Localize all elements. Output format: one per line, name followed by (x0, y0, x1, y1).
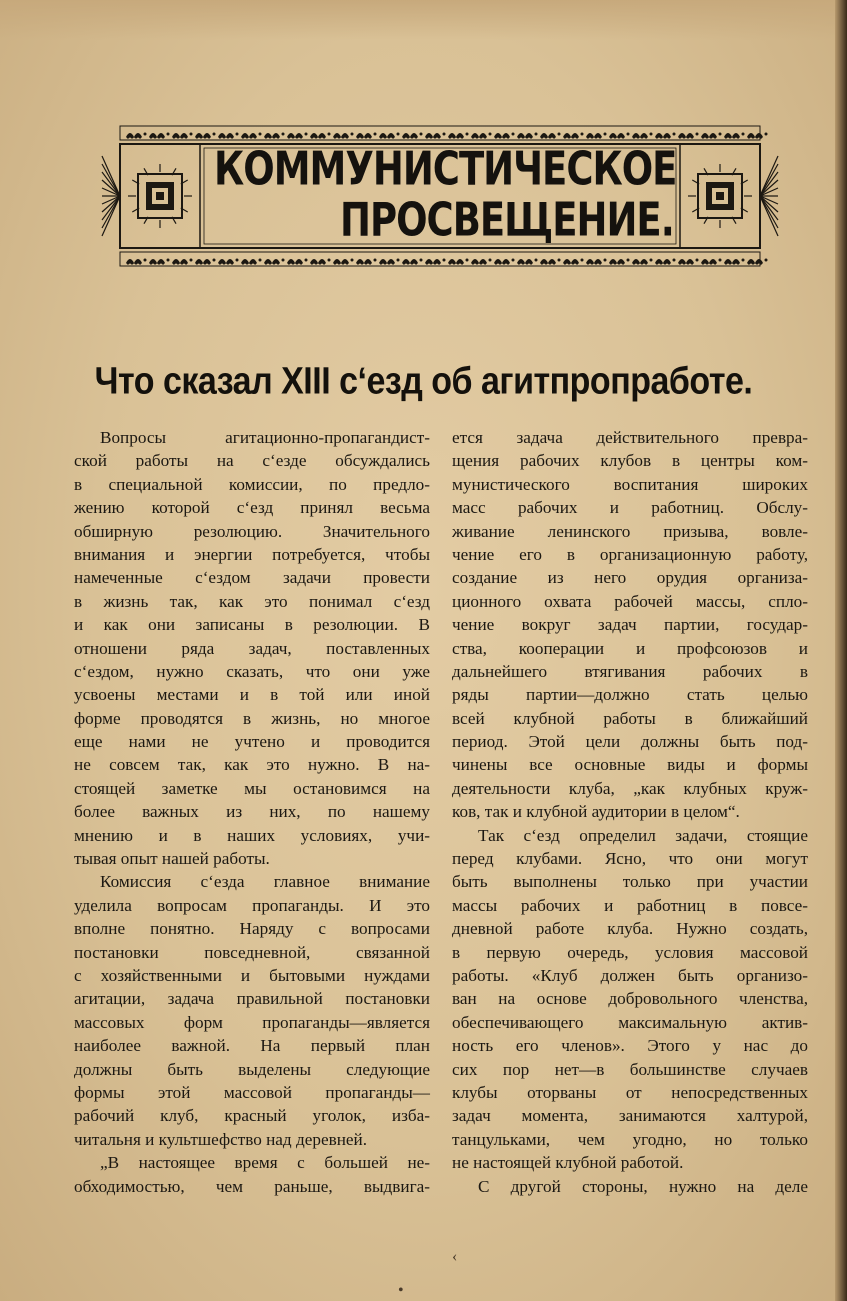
ornament-dot (305, 259, 308, 262)
text-line: ков, так и клубной аудитории в целом“. (452, 802, 740, 822)
ornament-motif (402, 133, 418, 139)
text-line: дальнейшего втягивания рабочих в (452, 661, 808, 681)
ornament-motif (149, 259, 165, 265)
text-line: ства, кооперации и профсоюзов и (452, 638, 808, 658)
ornament-dot (374, 259, 377, 262)
ornament-motif (563, 259, 579, 265)
text-line: отношени ряда задач, поставленных (74, 638, 430, 658)
ornament-motif (287, 133, 303, 139)
ornament-dot (420, 133, 423, 136)
text-line: обеспечивающего максимальную актив- (452, 1012, 808, 1032)
ornament-dot (719, 133, 722, 136)
text-line: усвоены местами и в той или иной (74, 685, 430, 705)
ornament-motif (494, 133, 510, 139)
ornament-motif (609, 259, 625, 265)
text-line: жению которой с‘езд принял весьма (74, 498, 430, 518)
text-line: щения рабочих клубов в центры ком- (452, 451, 808, 471)
text-line: вполне понятно. Наряду с вопросами (74, 919, 430, 939)
text-line: уделила вопросам пропаганды. И это (74, 895, 430, 915)
ornament-motif (241, 259, 257, 265)
section-title-line2: ПРОСВЕЩЕНИЕ. (340, 193, 674, 247)
text-line: деятельности клуба, „как клубных круж- (452, 778, 808, 798)
ornament-motif (724, 259, 740, 265)
ornament-motif (586, 133, 602, 139)
text-line: еще нами не учтено и проводится (74, 732, 430, 752)
text-line: с‘ездом, нужно сказать, что они уже (74, 661, 430, 681)
text-line: задач момента, занимаются халтурой, (452, 1106, 808, 1126)
ornament-dot (742, 133, 745, 136)
ornament-motif (402, 259, 418, 265)
ornament-motif (701, 259, 717, 265)
text-line: перед клубами. Ясно, что они могут (452, 849, 808, 869)
ornament-motif (632, 133, 648, 139)
ornament-motif (126, 133, 142, 139)
text-line: формы этой массовой пропаганды— (74, 1082, 430, 1102)
text-line: сих пор нет—в большинстве случаев (452, 1059, 808, 1079)
text-line: Комиссия с‘езда главное внимание (100, 872, 430, 892)
ornament-dot (259, 259, 262, 262)
ornament-dot (190, 133, 193, 136)
ornament-motif (195, 259, 211, 265)
ornament-dot (213, 259, 216, 262)
text-line: рабочий клуб, красный уголок, изба- (74, 1106, 430, 1126)
ornament-dot (466, 133, 469, 136)
fan-ray (760, 180, 778, 196)
ornament-motif (172, 133, 188, 139)
text-line: не совсем так, как это нужно. В на- (74, 755, 430, 775)
ornament-motif (448, 259, 464, 265)
ornament-dot (420, 259, 423, 262)
ornament-motif (264, 133, 280, 139)
text-line: дневной работе клуба. Нужно создать, (452, 919, 808, 939)
article-column-right (452, 426, 808, 1198)
ornament-dot (558, 259, 561, 262)
ornament-dot (765, 259, 768, 262)
text-line: ряды партии—должно стать целью (452, 685, 808, 705)
text-line: внимания и энергии потребуется, чтобы (74, 544, 430, 564)
ornament-dot (397, 133, 400, 136)
ornament-dot (236, 259, 239, 262)
section-title-line1: КОММУНИСТИЧЕСКОЕ (214, 142, 677, 196)
ornament-dot (144, 259, 147, 262)
ornament-dot (535, 133, 538, 136)
ornament-motif (287, 259, 303, 265)
ornament-motif (632, 259, 648, 265)
ornament-dot (305, 133, 308, 136)
article-headline: Что сказал XIII с‘езд об агитпропработе. (94, 359, 753, 403)
ornament-dot (512, 259, 515, 262)
text-line: в жизнь так, как это понимал с‘езд (74, 591, 430, 611)
ornament-dot (167, 259, 170, 262)
text-line: всей клубной работы в ближайший (452, 708, 808, 728)
ornament-motif (425, 259, 441, 265)
text-line: танцульками, чем угодно, но только (452, 1129, 808, 1149)
ornament-motif (540, 259, 556, 265)
text-line: Вопросы агитационно-пропагандист- (100, 428, 430, 447)
ornament-motif (517, 259, 533, 265)
ornament-dot (535, 259, 538, 262)
ornament-dot (190, 259, 193, 262)
margin-dot: • (398, 1282, 404, 1299)
text-line: с хозяйственными и бытовыми нуждами (74, 965, 430, 985)
fan-ray (760, 196, 778, 212)
text-line: „В настоящее время с большей не- (100, 1153, 430, 1173)
text-line: чение его в организационную работу, (452, 544, 808, 564)
ornament-dot (581, 133, 584, 136)
ornament-dot (397, 259, 400, 262)
ornament-dot (673, 133, 676, 136)
ornament-dot (512, 133, 515, 136)
ornament-dot (742, 259, 745, 262)
text-line: постановки повседневной, связанной (74, 942, 430, 962)
text-line: и как они записаны в резолюции. В (74, 615, 430, 635)
text-line: создание из него орудия организа- (452, 568, 808, 588)
text-line: более важных из них, по нашему (74, 802, 430, 822)
text-line: ционного охвата рабочей массы, спло- (452, 591, 808, 611)
ornament-motif (471, 259, 487, 265)
ornament-motif (747, 133, 763, 139)
ornament-motif (379, 259, 395, 265)
fan-ray (102, 180, 120, 196)
ornament-dot (650, 133, 653, 136)
ornament-motif (448, 133, 464, 139)
ornament-motif (310, 133, 326, 139)
text-line: клубы оторваны от непосредственных (452, 1082, 808, 1102)
ornament-dot (650, 259, 653, 262)
ornament-dot (673, 259, 676, 262)
page-spine-shadow (835, 0, 847, 1301)
ornament-dot (167, 133, 170, 136)
ornament-motif (333, 259, 349, 265)
ornament-motif (724, 133, 740, 139)
margin-mark: ‹ (452, 1248, 458, 1265)
ornament-motif (563, 133, 579, 139)
ornament-motif (678, 259, 694, 265)
ornament-dot (696, 259, 699, 262)
ornament-dot (144, 133, 147, 136)
ornament-motif (356, 133, 372, 139)
ornament-dot (328, 133, 331, 136)
ornament-motif (655, 259, 671, 265)
ornament-motif (425, 133, 441, 139)
text-line: период. Этой цели должны быть под- (452, 732, 808, 752)
text-line: ской работы на с‘езде обсуждались (74, 451, 430, 471)
ornament-motif (586, 259, 602, 265)
fan-ray (760, 164, 778, 196)
ornament-dot (351, 133, 354, 136)
ornament-motif (540, 133, 556, 139)
text-line: массы рабочих и работниц в повсе- (452, 895, 808, 915)
ornament-dot (282, 133, 285, 136)
text-line: стоящей заметке мы остановимся на (74, 778, 430, 798)
fan-ray (102, 164, 120, 196)
ornament-motif (264, 259, 280, 265)
ornament-dot (604, 259, 607, 262)
ornament-motif (609, 133, 625, 139)
ornament-dot (374, 133, 377, 136)
ornament-motif (494, 259, 510, 265)
text-line: тывая опыт нашей работы. (74, 849, 270, 869)
ornament-dot (259, 133, 262, 136)
ornament-dot (558, 133, 561, 136)
ornament-dot (466, 259, 469, 262)
ornament-dot (604, 133, 607, 136)
ornament-dot (351, 259, 354, 262)
text-line: в первую очередь, условия массовой (452, 942, 808, 962)
ornament-dot (581, 259, 584, 262)
ornament-dot (627, 133, 630, 136)
text-line: агитации, задача правильной постановки (74, 989, 430, 1009)
text-line: живание ленинского призыва, вовле- (452, 521, 808, 541)
fan-ray (102, 196, 120, 212)
text-line: читальня и культшефство над деревней. (74, 1129, 368, 1149)
text-line: должны быть выделены следующие (74, 1059, 430, 1079)
text-line: намеченные с‘ездом задачи провести (74, 568, 430, 588)
ornament-dot (213, 133, 216, 136)
text-line: мнению и в наших условиях, учи- (74, 825, 430, 845)
page-top-shadow (0, 0, 847, 40)
text-line: обширную резолюцию. Значительного (74, 521, 430, 541)
ornament-motif (471, 133, 487, 139)
text-line: мунистического воспитания широких (452, 474, 808, 494)
ornament-motif (678, 133, 694, 139)
ornament-motif (356, 259, 372, 265)
text-line: быть выполнены только при участии (452, 872, 808, 892)
ornament-motif (333, 133, 349, 139)
ornament-motif (126, 259, 142, 265)
text-line: С другой стороны, нужно на деле (478, 1176, 808, 1196)
ornament-motif (655, 133, 671, 139)
ornament-motif (701, 133, 717, 139)
ornament-dot (443, 133, 446, 136)
text-line: форме проводятся в жизнь, но многое (74, 708, 430, 728)
ornament-dot (627, 259, 630, 262)
text-line: обходимостью, чем раньше, выдвига- (74, 1176, 430, 1196)
ornament-dot (443, 259, 446, 262)
ornament-dot (719, 259, 722, 262)
article-column-left (74, 426, 430, 1198)
ornament-dot (765, 133, 768, 136)
ornament-motif (310, 259, 326, 265)
text-line: ется задача действительного превра- (452, 428, 808, 447)
ornament-motif (241, 133, 257, 139)
ornament-dot (696, 133, 699, 136)
text-line: не настоящей клубной работой. (452, 1153, 684, 1173)
text-line: ван на основе добровольного членства, (452, 989, 808, 1009)
ornament-dot (328, 259, 331, 262)
ornament-motif (218, 133, 234, 139)
ornament-motif (149, 133, 165, 139)
text-line: масс рабочих и работниц. Обслу- (452, 498, 808, 518)
ornament-motif (747, 259, 763, 265)
ornament-motif (379, 133, 395, 139)
ornament-dot (236, 133, 239, 136)
ornament-motif (218, 259, 234, 265)
text-line: ность его членов». Этого у нас до (452, 1036, 808, 1056)
section-masthead (100, 122, 780, 270)
ornament-dot (489, 259, 492, 262)
text-line: наиболее важной. На первый план (74, 1036, 430, 1056)
ornament-dot (282, 259, 285, 262)
ornament-motif (517, 133, 533, 139)
ornament-dot (489, 133, 492, 136)
ornament-motif (195, 133, 211, 139)
text-line: Так с‘езд определил задачи, стоящие (478, 825, 808, 845)
text-line: чинены все основные виды и формы (452, 755, 808, 775)
text-line: чение вокруг задач партии, государ- (452, 615, 808, 635)
ornament-motif (172, 259, 188, 265)
text-line: в специальной комиссии, по предло- (74, 474, 430, 494)
text-line: работы. «Клуб должен быть организо- (452, 965, 808, 985)
text-line: массовых форм пропаганды—является (74, 1012, 430, 1032)
